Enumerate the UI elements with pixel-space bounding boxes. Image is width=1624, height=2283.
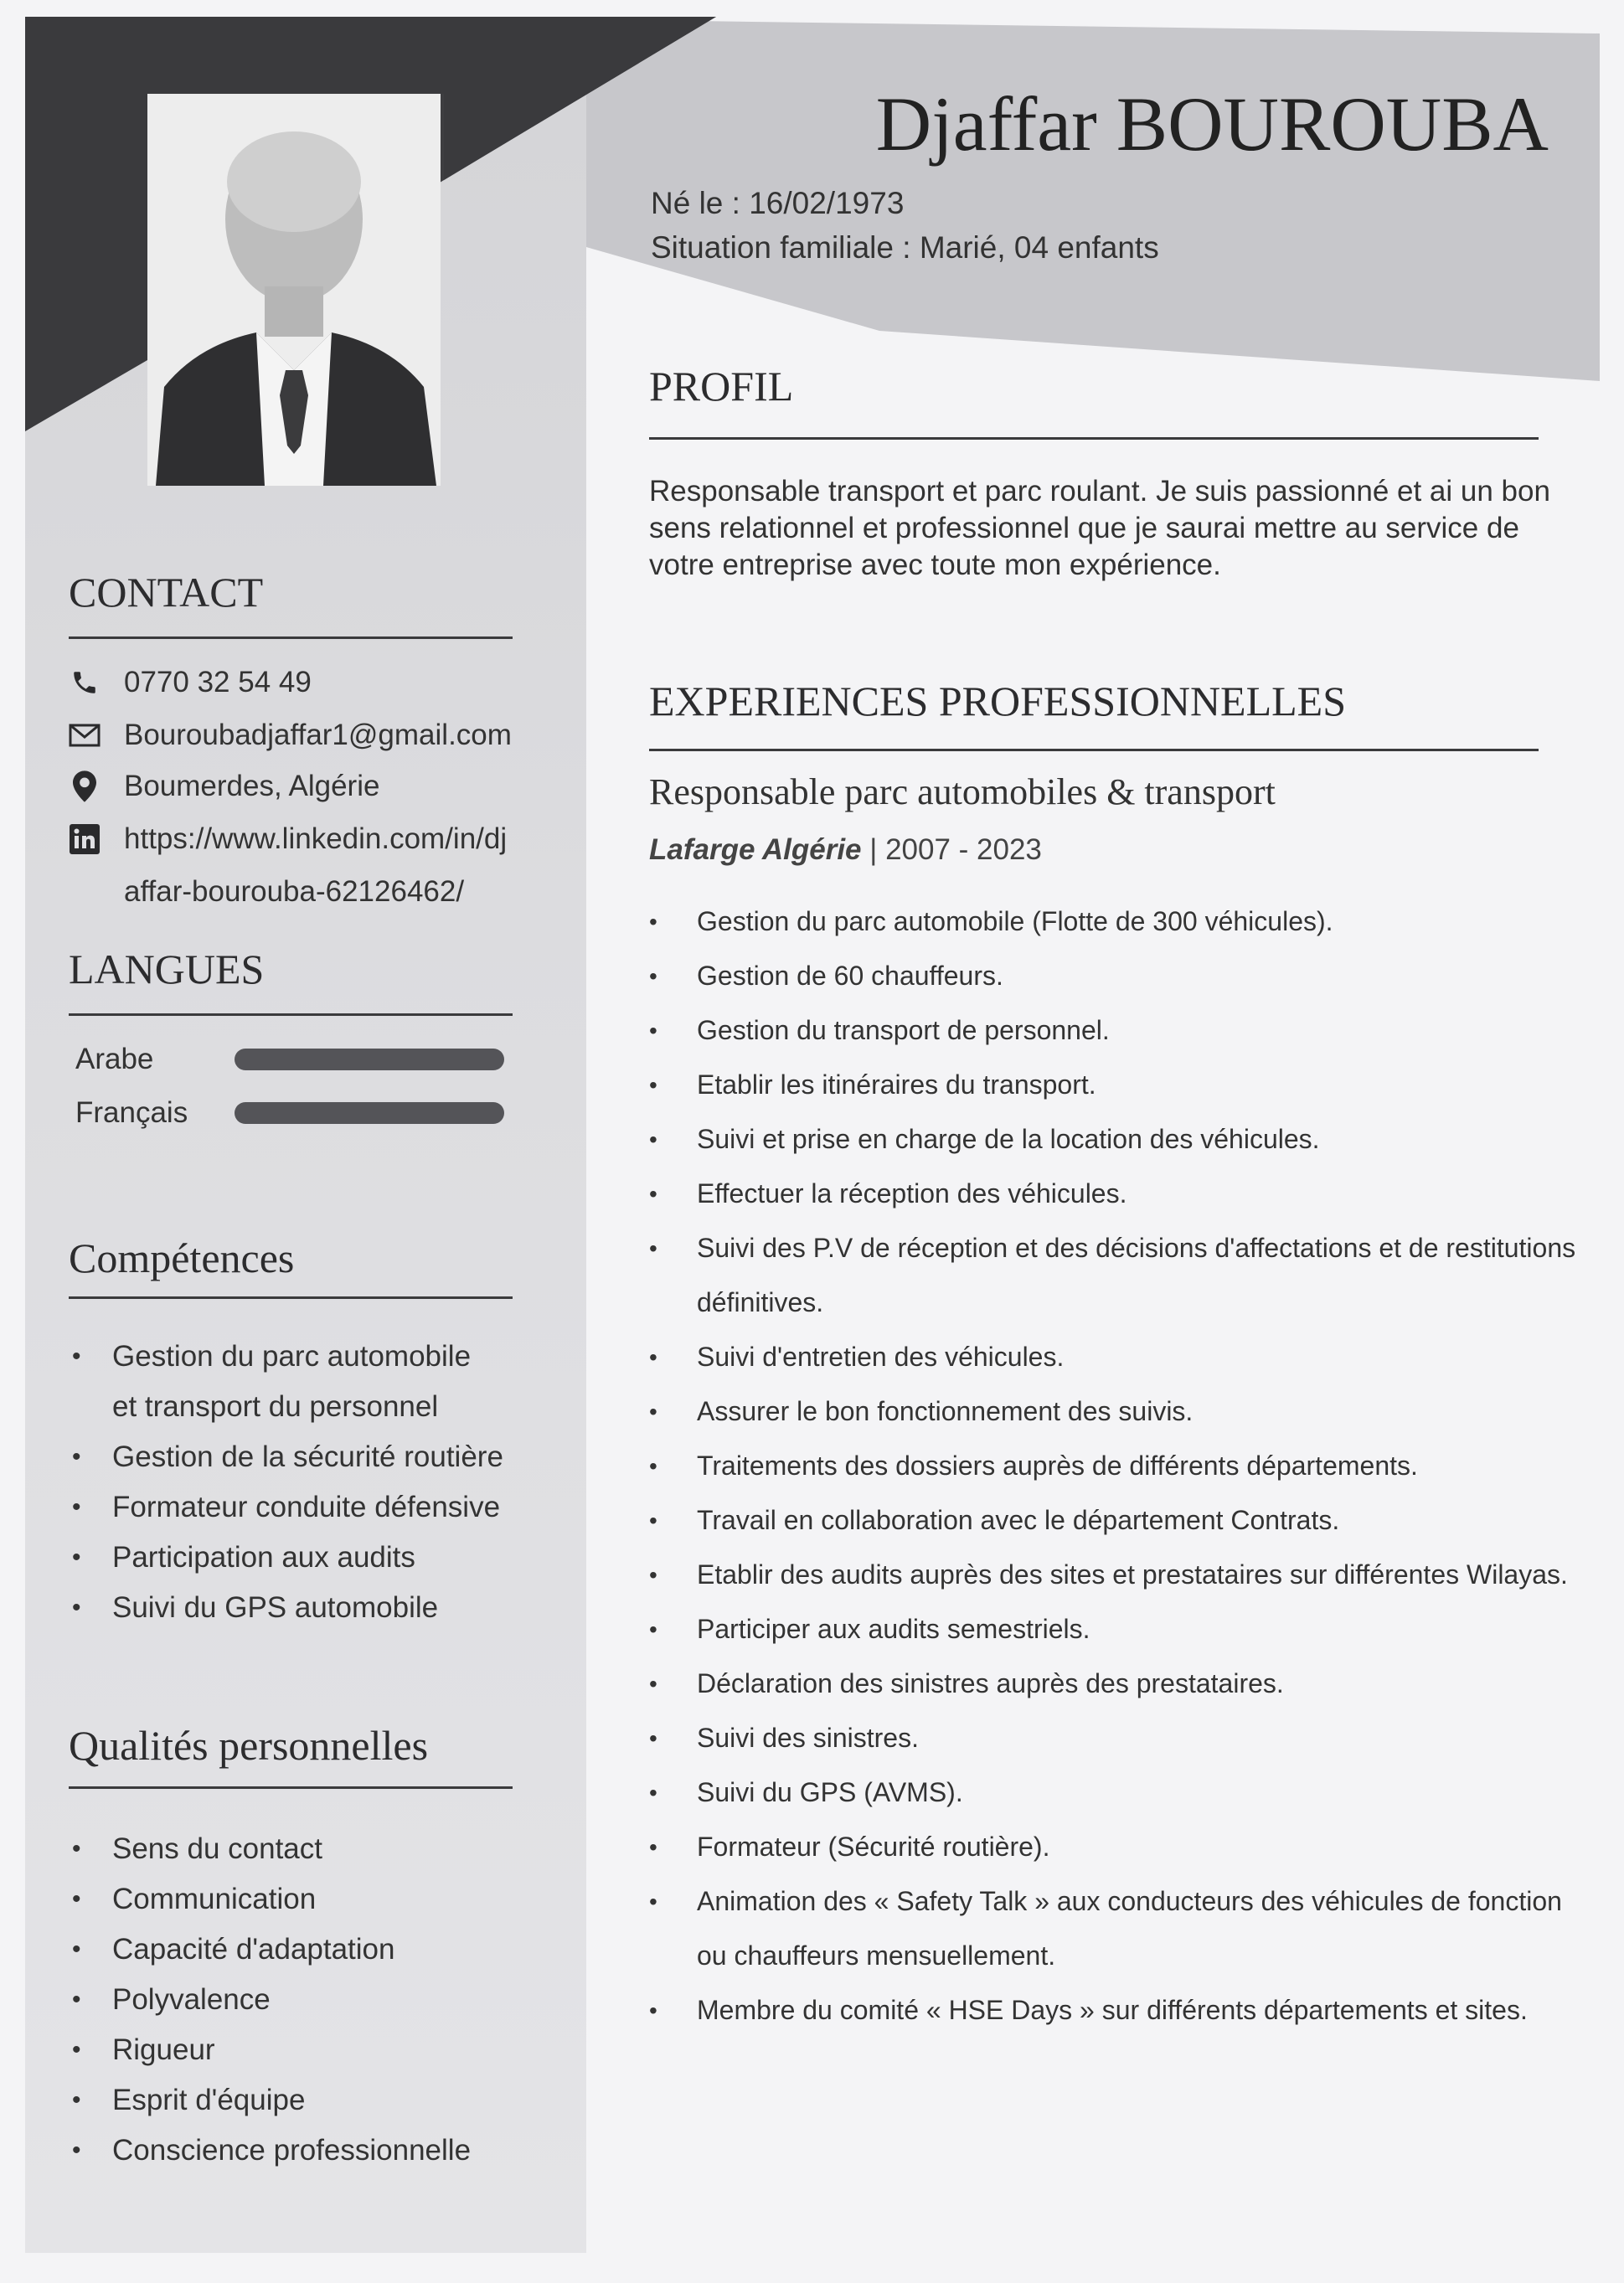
list-item: • Communication	[69, 1874, 471, 1925]
job-title: Responsable parc automobiles & transport	[649, 771, 1276, 812]
birth-date: Né le : 16/02/1973	[651, 186, 905, 220]
language-row-francais	[75, 1092, 504, 1134]
linkedin-url-line2[interactable]: affar-bourouba-62126462/	[124, 875, 465, 908]
contact-title: CONTACT	[69, 569, 264, 616]
experience-task-item: • Suivi du GPS (AVMS).	[649, 1765, 1579, 1820]
langues-title: LANGUES	[69, 946, 265, 992]
contact-email[interactable]	[69, 714, 512, 756]
qualites-divider	[69, 1786, 513, 1789]
experience-task-item: • Etablir des audits auprès des sites et prestataires sur différentes Wilayas.	[649, 1548, 1579, 1602]
language-label: Arabe	[75, 1043, 154, 1075]
profil-title: PROFIL	[649, 363, 794, 410]
list-item-continuation: et transport du personnel	[112, 1390, 439, 1423]
experience-task-item: • Gestion de 60 chauffeurs.	[649, 949, 1579, 1003]
experience-task-item: • Participer aux audits semestriels.	[649, 1602, 1579, 1657]
list-item: • Conscience professionnelle	[69, 2126, 471, 2176]
experience-task-item: • Suivi et prise en charge de la location des véhicules.	[649, 1112, 1579, 1167]
langues-divider	[69, 1013, 513, 1016]
experience-task-item: • Gestion du parc automobile (Flotte de 300 véhicules).	[649, 894, 1579, 949]
family-status: Situation familiale : Marié, 04 enfants	[651, 230, 1159, 265]
list-item: • Polyvalence	[69, 1975, 471, 2025]
list-item: • Formateur conduite défensive	[69, 1482, 503, 1533]
envelope-icon	[69, 719, 101, 751]
competences-title: Compétences	[69, 1234, 295, 1281]
list-item: • Participation aux audits	[69, 1533, 503, 1583]
phone-icon	[69, 667, 101, 698]
list-item: • Sens du contact	[69, 1824, 471, 1874]
list-item: • Rigueur	[69, 2025, 471, 2075]
contact-phone	[69, 662, 312, 703]
experience-task-item: • Gestion du transport de personnel.	[649, 1003, 1579, 1058]
experience-task-item: • Etablir les itinéraires du transport.	[649, 1058, 1579, 1112]
language-label: Français	[75, 1096, 188, 1129]
job-company-line	[649, 833, 1042, 867]
experience-task-item: • Assurer le bon fonctionnement des suivis.	[649, 1384, 1579, 1439]
language-level-bar	[235, 1102, 504, 1124]
experience-task-item: • Formateur (Sécurité routière).	[649, 1820, 1579, 1874]
list-item: • Suivi du GPS automobile	[69, 1583, 503, 1633]
company-name: Lafarge Algérie	[649, 833, 862, 866]
experience-task-item: • Membre du comité « HSE Days » sur différents départements et sites.	[649, 1983, 1579, 2038]
experience-task-item: • Suivi d'entretien des véhicules.	[649, 1330, 1579, 1384]
experience-task-item: • Suivi des sinistres.	[649, 1711, 1579, 1765]
experience-task-item: • Effectuer la réception des véhicules.	[649, 1167, 1579, 1221]
list-item: • Gestion du parc automobile	[69, 1332, 503, 1382]
map-pin-icon	[69, 770, 101, 802]
language-row-arabe	[75, 1038, 504, 1080]
qualites-title: Qualités personnelles	[69, 1722, 429, 1769]
profile-photo	[147, 94, 441, 486]
location-text: Boumerdes, Algérie	[124, 770, 380, 802]
list-item: • Capacité d'adaptation	[69, 1925, 471, 1975]
phone-number: 0770 32 54 49	[124, 666, 312, 698]
experience-task-item: • Traitements des dossiers auprès de différents départements.	[649, 1439, 1579, 1493]
experiences-title: EXPERIENCES PROFESSIONNELLES	[649, 678, 1347, 724]
candidate-name: Djaffar BOUROUBA	[875, 81, 1549, 167]
contact-divider	[69, 636, 513, 639]
linkedin-url-line1[interactable]: https://www.linkedin.com/in/dj	[124, 822, 508, 855]
experience-task-item: • Animation des « Safety Talk » aux conducteurs des véhicules de fonction ou chauffeurs mensuellement.	[649, 1874, 1579, 1983]
person-silhouette-icon	[147, 94, 441, 486]
linkedin-icon	[69, 823, 101, 855]
contact-linkedin-cont[interactable]	[124, 871, 464, 913]
experience-task-item: • Déclaration des sinistres auprès des prestataires.	[649, 1657, 1579, 1711]
contact-linkedin[interactable]	[69, 818, 507, 860]
language-level-bar	[235, 1049, 504, 1070]
profil-text: Responsable transport et parc roulant. Je suis passionné et ai un bon sens relationnel et professionnel que je saurai mettre au service de votre entreprise avec toute mon expérience.	[649, 475, 1550, 581]
competences-list	[69, 1332, 503, 1633]
experience-task-item: • Suivi des P.V de réception et des décisions d'affectations et de restitutions définitives.	[649, 1221, 1579, 1330]
qualites-list	[69, 1824, 471, 2176]
experience-tasks-list	[649, 894, 1579, 2038]
list-item: • Esprit d'équipe	[69, 2075, 471, 2126]
competences-divider	[69, 1296, 513, 1299]
profil-divider	[649, 437, 1539, 440]
contact-location	[69, 765, 379, 807]
list-item: • Gestion de la sécurité routière	[69, 1432, 503, 1482]
job-period: | 2007 - 2023	[869, 833, 1042, 866]
email-address[interactable]: Bouroubadjaffar1@gmail.com	[124, 719, 512, 751]
experiences-divider	[649, 749, 1539, 751]
experience-task-item: • Travail en collaboration avec le département Contrats.	[649, 1493, 1579, 1548]
